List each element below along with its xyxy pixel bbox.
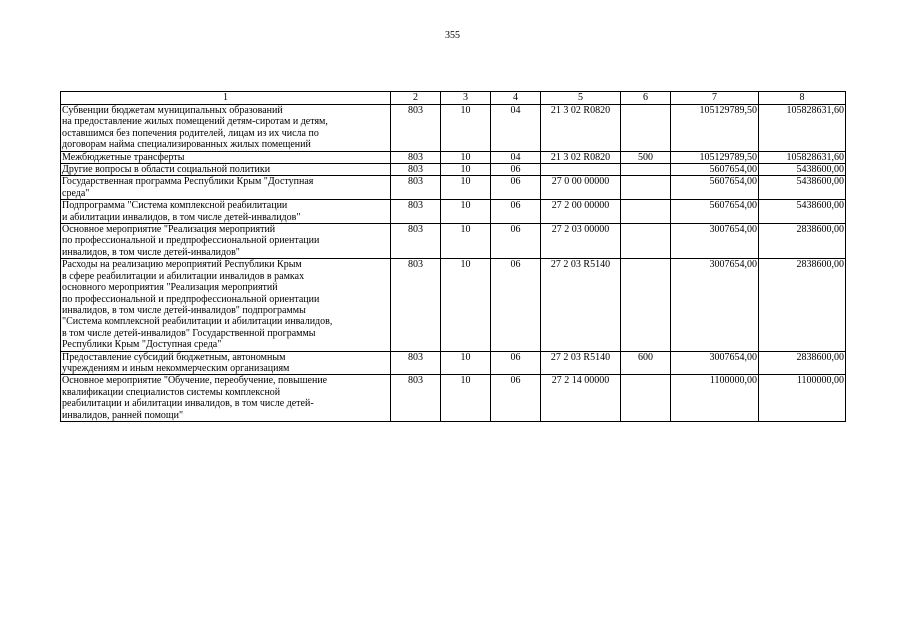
column-header-1: 1 bbox=[61, 92, 391, 105]
item-name-line: квалификации специалистов системы комплексной bbox=[62, 386, 281, 398]
amount-year2-cell: 5438600,00 bbox=[759, 176, 846, 200]
expense-type-cell: 500 bbox=[621, 151, 671, 163]
item-name-cell bbox=[61, 105, 391, 152]
ved-code-cell: 803 bbox=[391, 259, 441, 351]
expense-type-cell bbox=[621, 375, 671, 422]
amount-year1-cell: 5607654,00 bbox=[671, 164, 759, 176]
item-name-cell bbox=[61, 224, 391, 259]
table-row bbox=[61, 151, 846, 163]
amount-year2-cell: 2838600,00 bbox=[759, 259, 846, 351]
amount-year2-cell: 2838600,00 bbox=[759, 351, 846, 375]
column-header-8: 8 bbox=[759, 92, 846, 105]
item-name-line: договорам найма специализированных жилых помещений bbox=[62, 139, 311, 151]
expense-type-cell: 600 bbox=[621, 351, 671, 375]
item-name-line: инвалидов, ранней помощи" bbox=[62, 409, 184, 421]
amount-year1-cell: 5607654,00 bbox=[671, 176, 759, 200]
page-number: 355 bbox=[445, 30, 460, 41]
item-name-line: в сфере реабилитации и абилитации инвалидов в рамках bbox=[62, 270, 305, 282]
target-article-cell bbox=[541, 164, 621, 176]
target-article-cell: 27 2 14 00000 bbox=[541, 375, 621, 422]
expense-type-cell bbox=[621, 164, 671, 176]
expense-type-cell bbox=[621, 259, 671, 351]
section-code-cell: 10 bbox=[441, 224, 491, 259]
amount-year1-cell: 105129789,50 bbox=[671, 105, 759, 152]
budget-table bbox=[60, 91, 846, 422]
subsection-code-cell: 06 bbox=[491, 200, 541, 224]
column-header-5: 5 bbox=[541, 92, 621, 105]
section-code-cell: 10 bbox=[441, 351, 491, 375]
item-name-line: Республики Крым "Доступная среда" bbox=[62, 339, 222, 351]
amount-year2-cell: 1100000,00 bbox=[759, 375, 846, 422]
item-name-cell bbox=[61, 164, 391, 176]
section-code-cell: 10 bbox=[441, 176, 491, 200]
amount-year2-cell: 105828631,60 bbox=[759, 151, 846, 163]
amount-year1-cell: 5607654,00 bbox=[671, 200, 759, 224]
item-name-line: реабилитации и абилитации инвалидов, в том числе детей- bbox=[62, 398, 314, 410]
column-header-6: 6 bbox=[621, 92, 671, 105]
item-name-cell bbox=[61, 375, 391, 422]
table-row bbox=[61, 351, 846, 375]
ved-code-cell: 803 bbox=[391, 224, 441, 259]
column-header-2: 2 bbox=[391, 92, 441, 105]
amount-year2-cell: 2838600,00 bbox=[759, 224, 846, 259]
expense-type-cell bbox=[621, 200, 671, 224]
section-code-cell: 10 bbox=[441, 164, 491, 176]
item-name-line: Другие вопросы в области социальной политики bbox=[62, 164, 271, 176]
table-row bbox=[61, 200, 846, 224]
column-header-3: 3 bbox=[441, 92, 491, 105]
item-name-line: Государственная программа Республики Крым "Доступная bbox=[62, 176, 314, 188]
table-row bbox=[61, 176, 846, 200]
expense-type-cell bbox=[621, 176, 671, 200]
item-name-line: оставшимся без попечения родителей, лицам из их числа по bbox=[62, 127, 319, 139]
ved-code-cell: 803 bbox=[391, 164, 441, 176]
target-article-cell: 27 2 03 00000 bbox=[541, 224, 621, 259]
ved-code-cell: 803 bbox=[391, 200, 441, 224]
ved-code-cell: 803 bbox=[391, 151, 441, 163]
item-name-line: основного мероприятия "Реализация мероприятий bbox=[62, 282, 278, 294]
section-code-cell: 10 bbox=[441, 105, 491, 152]
item-name-cell bbox=[61, 151, 391, 163]
header-row bbox=[61, 92, 846, 105]
table-row bbox=[61, 105, 846, 152]
item-name-line: "Система комплексной реабилитации и абилитации инвалидов, bbox=[62, 316, 333, 328]
item-name-cell bbox=[61, 200, 391, 224]
target-article-cell: 27 2 03 R5140 bbox=[541, 259, 621, 351]
item-name-line: Основное мероприятие "Обучение, переобучение, повышение bbox=[62, 375, 328, 387]
table-row bbox=[61, 164, 846, 176]
item-name-line: инвалидов, в том числе детей-инвалидов" bbox=[62, 246, 240, 258]
item-name-line: Предоставление субсидий бюджетным, автономным bbox=[62, 351, 286, 363]
item-name-line: инвалидов, в том числе детей-инвалидов" подпрограммы bbox=[62, 304, 306, 316]
section-code-cell: 10 bbox=[441, 151, 491, 163]
table-body bbox=[61, 105, 846, 422]
subsection-code-cell: 06 bbox=[491, 259, 541, 351]
section-code-cell: 10 bbox=[441, 200, 491, 224]
table-row bbox=[61, 259, 846, 351]
subsection-code-cell: 06 bbox=[491, 375, 541, 422]
amount-year1-cell: 3007654,00 bbox=[671, 259, 759, 351]
item-name-line: по профессиональной и предпрофессиональной ориентации bbox=[62, 235, 320, 247]
item-name-line: Подпрограмма "Система комплексной реабилитации bbox=[62, 200, 288, 212]
item-name-cell bbox=[61, 351, 391, 375]
target-article-cell: 21 3 02 R0820 bbox=[541, 151, 621, 163]
expense-type-cell bbox=[621, 224, 671, 259]
table-row bbox=[61, 375, 846, 422]
item-name-line: учреждениям и иным некоммерческим организациям bbox=[62, 362, 290, 374]
item-name-line: Межбюджетные трансферты bbox=[62, 151, 185, 163]
item-name-line: по профессиональной и предпрофессиональной ориентации bbox=[62, 293, 320, 305]
amount-year2-cell: 105828631,60 bbox=[759, 105, 846, 152]
ved-code-cell: 803 bbox=[391, 105, 441, 152]
amount-year2-cell: 5438600,00 bbox=[759, 164, 846, 176]
subsection-code-cell: 06 bbox=[491, 224, 541, 259]
subsection-code-cell: 06 bbox=[491, 176, 541, 200]
subsection-code-cell: 04 bbox=[491, 105, 541, 152]
amount-year1-cell: 3007654,00 bbox=[671, 351, 759, 375]
subsection-code-cell: 06 bbox=[491, 351, 541, 375]
ved-code-cell: 803 bbox=[391, 176, 441, 200]
item-name-cell bbox=[61, 259, 391, 351]
amount-year1-cell: 105129789,50 bbox=[671, 151, 759, 163]
subsection-code-cell: 04 bbox=[491, 151, 541, 163]
amount-year1-cell: 3007654,00 bbox=[671, 224, 759, 259]
item-name-line: Основное мероприятие "Реализация мероприятий bbox=[62, 224, 276, 236]
ved-code-cell: 803 bbox=[391, 351, 441, 375]
table-row bbox=[61, 224, 846, 259]
target-article-cell: 27 2 00 00000 bbox=[541, 200, 621, 224]
item-name-line: и абилитации инвалидов, в том числе детей-инвалидов" bbox=[62, 211, 301, 223]
item-name-line: на предоставление жилых помещений детям-сиротам и детям, bbox=[62, 116, 328, 128]
item-name-line: в том числе детей-инвалидов" Государственной программы bbox=[62, 327, 316, 339]
column-header-4: 4 bbox=[491, 92, 541, 105]
ved-code-cell: 803 bbox=[391, 375, 441, 422]
target-article-cell: 21 3 02 R0820 bbox=[541, 105, 621, 152]
target-article-cell: 27 2 03 R5140 bbox=[541, 351, 621, 375]
item-name-line: среда" bbox=[62, 187, 90, 199]
section-code-cell: 10 bbox=[441, 375, 491, 422]
item-name-cell bbox=[61, 176, 391, 200]
column-header-7: 7 bbox=[671, 92, 759, 105]
subsection-code-cell: 06 bbox=[491, 164, 541, 176]
expense-type-cell bbox=[621, 105, 671, 152]
target-article-cell: 27 0 00 00000 bbox=[541, 176, 621, 200]
item-name-line: Расходы на реализацию мероприятий Республики Крым bbox=[62, 259, 302, 271]
amount-year2-cell: 5438600,00 bbox=[759, 200, 846, 224]
amount-year1-cell: 1100000,00 bbox=[671, 375, 759, 422]
item-name-line: Субвенции бюджетам муниципальных образований bbox=[62, 105, 283, 116]
section-code-cell: 10 bbox=[441, 259, 491, 351]
